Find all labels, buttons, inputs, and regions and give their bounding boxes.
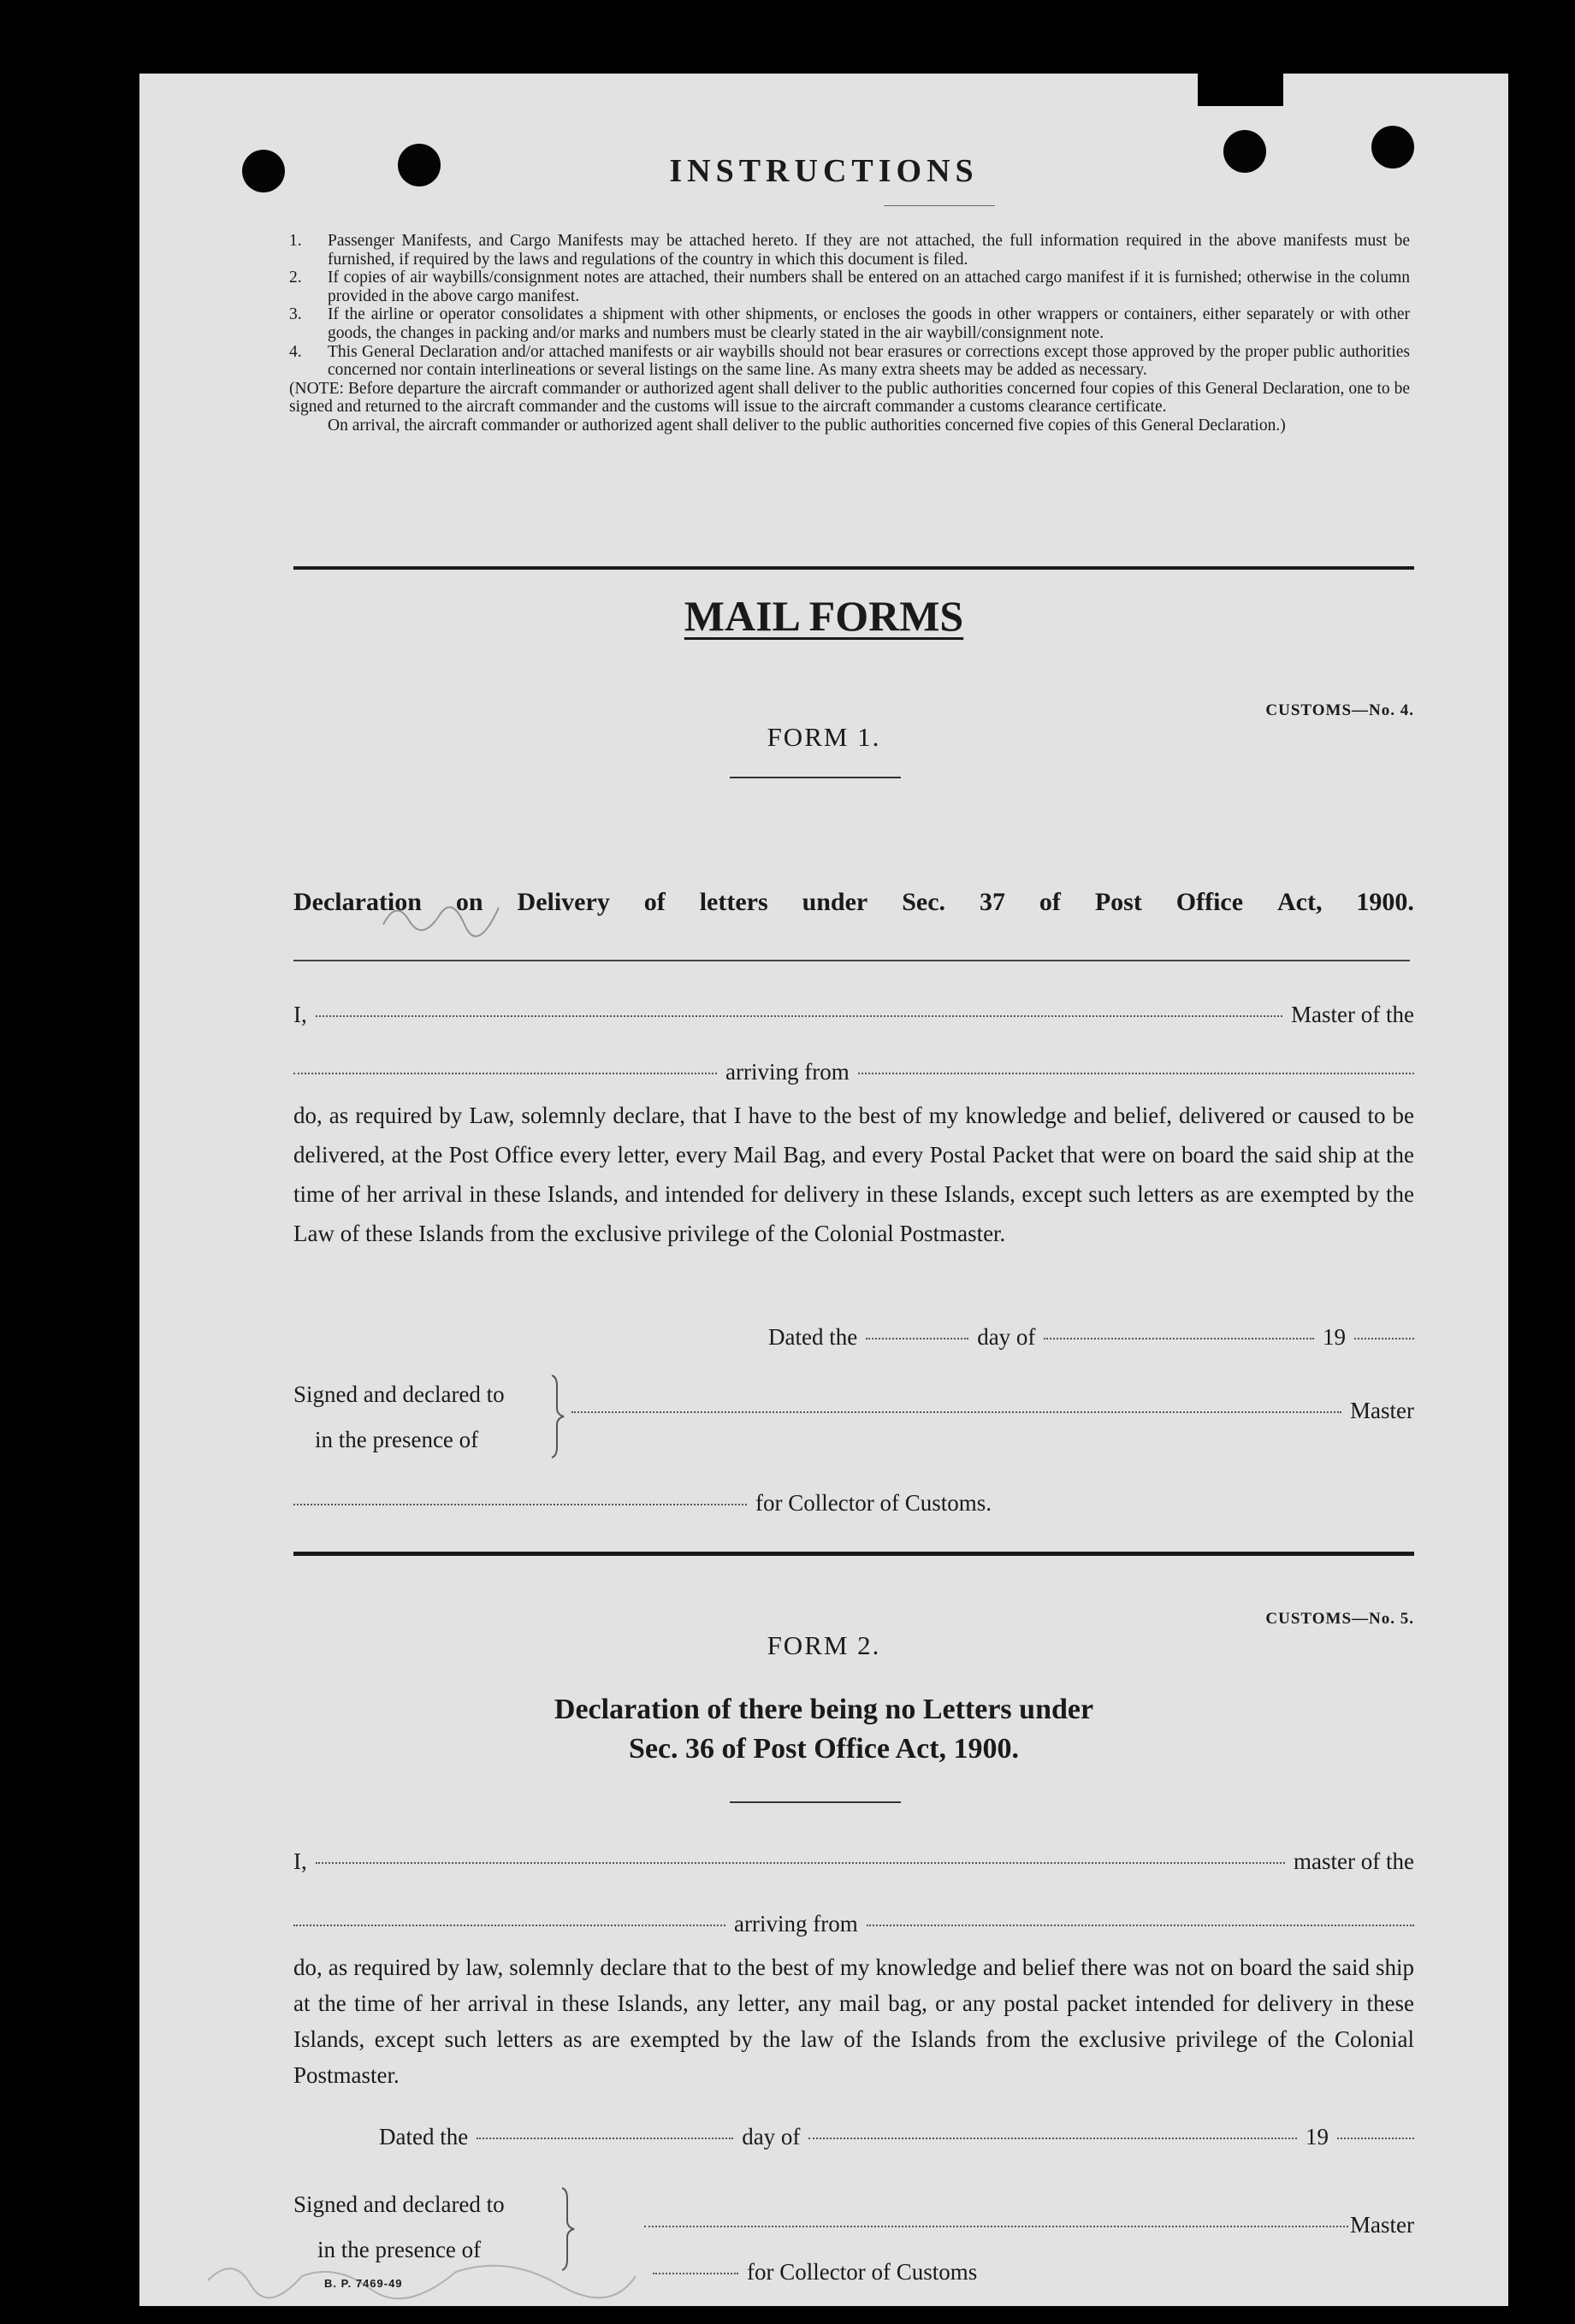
form1-body: do, as required by Law, solemnly declare, that I have to the best of my knowledge and belief, delivered or caused to be delivered, at the Post Office every letter, every Mail Bag, and every Postal Packet that were on board the said ship at the time of her arrival in these Islands, and intended for delivery in these Islands, except such letters as are exempted by the Law of these Islands from the exclusive privilege of the Colonial Postmaster. [293,1103,1414,1246]
instruction-note [289,380,1410,417]
section-divider [293,566,1414,570]
form1-witness-field[interactable] [571,1411,1341,1413]
heading-word: letters [699,888,768,916]
form-divider [293,1552,1414,1556]
form1-witness-line [571,1398,1414,1424]
instruction-item [289,305,1410,342]
form2-month-field[interactable] [808,2138,1297,2139]
form2-arriving-from: arriving from [734,1911,858,1937]
form2-collector-field[interactable] [653,2273,738,2274]
form2-declaration-heading [139,1690,1508,1769]
instruction-text: If the airline or operator consolidates a shipment with other shipments, or encloses the goods in other wrappers or containers, either separately or with other goods, the changes in packing and/or marks and numbers must be clearly stated in the air waybill/consignment note. [328,305,1410,342]
form1-signed-line2: in the presence of [315,1427,479,1452]
heading-word: on [455,888,483,916]
instruction-item [289,269,1410,305]
instruction-number: 3. [289,305,302,324]
form1-brace [548,1374,567,1459]
instructions-title: INSTRUCTIONS [669,153,979,189]
form1-arriving-line [293,1059,1414,1085]
form1-collector-field[interactable] [293,1504,747,1505]
form2-master-label: Master [1350,2212,1414,2238]
form1-day-field[interactable] [866,1338,968,1339]
heading-word: of [1039,888,1061,916]
form2-heading-rule [730,1801,901,1803]
form1-year-prefix: 19 [1323,1324,1346,1350]
form2-dated-line [379,2124,1414,2150]
heading-word: 1900. [1356,888,1414,916]
note-lead: (NOTE: [289,379,344,398]
form2-witness-field[interactable] [644,2226,1348,2227]
instruction-text: If copies of air waybills/consignment notes are attached, their numbers shall be entered on an attached cargo manifest if it is furnished; otherwise in the column provided in the above cargo manifest. [328,269,1410,305]
heading-word: Office [1175,888,1244,916]
form2-master-name-field[interactable] [316,1862,1285,1864]
form2-arriving-line [293,1911,1414,1937]
instructions-list [289,232,1410,435]
form1-master-line [293,1002,1414,1028]
instruction-text: Passenger Manifests, and Cargo Manifests may be attached hereto. If they are not attached, the full information required in the above manifests must be furnished, if required by the laws and regulations of the country in which this document is filed. [328,232,1410,269]
form1-label-rule [730,777,901,778]
form2-day-of: day of [742,2124,801,2150]
form2-i: I, [293,1848,307,1874]
form2-heading-line2: Sec. 36 of Post Office Act, 1900. [628,1733,1020,1765]
instruction-note-arrival: On arrival, the aircraft commander or authorized agent shall deliver to the public authorities concerned five copies of this General Declaration.) [328,416,1286,435]
form2-signed-line1: Signed and declared to [293,2191,505,2217]
handwritten-scribble [379,890,507,942]
form1-master-label: Master [1350,1398,1414,1423]
form2-signed-line2: in the presence of [317,2237,482,2262]
form2-year-field[interactable] [1337,2138,1414,2139]
form1-month-field[interactable] [1044,1338,1314,1339]
instruction-number: 4. [289,342,302,361]
form1-ship-name-field[interactable] [293,1073,717,1074]
instruction-number: 1. [289,232,302,250]
form2-master-line [293,1848,1414,1875]
form1-year-field[interactable] [1354,1338,1414,1339]
mail-forms-title [139,591,1508,641]
instruction-item [289,232,1410,269]
form2-ship-name-field[interactable] [293,1925,725,1926]
form1-dated-the: Dated the [768,1324,858,1350]
form2-customs-number: CUSTOMS—No. 5. [1265,1610,1414,1628]
instruction-number: 2. [289,269,302,287]
heading-word: Sec. [902,888,946,916]
mail-forms-title-text: MAIL FORMS [684,592,964,640]
heading-word: 37 [979,888,1005,916]
form2-label: FORM 2. [767,1630,881,1660]
heading-word: Act, [1276,888,1323,916]
form1-i: I, [293,1002,307,1027]
instruction-text: This General Declaration and/or attached manifests or air waybills should not bear erasures or corrections except those approved by the proper public authorities concerned nor contain interlineations or several listings on the same line. As many extra sheets may be added as necessary. [328,342,1410,380]
note-text: Before departure the aircraft commander or authorized agent shall deliver to the public authorities concerned four copies of this General Declaration, one to be signed and returned to the aircraft commander and the customs will issue to the aircraft commander a customs clearance certificate. [289,379,1411,417]
form2-for-collector: for Collector of Customs [747,2259,978,2285]
form1-label: FORM 1. [767,722,881,752]
heading-word: Delivery [517,888,610,916]
form2-year-prefix: 19 [1306,2124,1329,2150]
form2-master-of-the: master of the [1294,1848,1414,1874]
form1-dated-line [768,1324,1414,1351]
heading-word: Post [1094,888,1142,916]
form1-signed-label [293,1372,505,1463]
form1-customs-number: CUSTOMS—No. 4. [1265,701,1414,719]
form2-collector-line [653,2259,1132,2286]
form2-witness-line [644,2212,1414,2238]
heading-word: of [643,888,666,916]
form1-origin-field[interactable] [858,1073,1414,1074]
handwritten-signature [199,2246,644,2306]
form2-heading-line1: Declaration of there being no Letters under [554,1694,1094,1725]
form1-collector-line [293,1490,1063,1517]
form2-origin-field[interactable] [867,1925,1414,1926]
form1-heading-rule [293,960,1410,961]
form2-body: do, as required by law, solemnly declare that to the best of my knowledge and belief there was not on board the said ship at the time of her arrival in these Islands, any letter, any mail bag, or any postal packet intended for delivery in these Islands, except such letters as are exempted by the law of the Islands from the exclusive privilege of the Colonial Postmaster. [293,1954,1414,2088]
form1-master-name-field[interactable] [316,1015,1282,1017]
form1-arriving-from: arriving from [725,1059,850,1085]
form1-for-collector: for Collector of Customs. [755,1490,992,1516]
heading-word: under [802,888,868,916]
heading-word: Declaration [293,888,422,916]
title-tick [884,205,995,206]
printer-code: B. P. 7469-49 [324,2277,403,2290]
form1-master-of-the: Master of the [1291,1002,1414,1027]
form1-day-of: day of [977,1324,1036,1350]
form2-dated-the: Dated the [379,2124,469,2150]
instruction-item [289,343,1410,380]
form1-signed-line1: Signed and declared to [293,1381,505,1407]
form2-day-field[interactable] [477,2138,733,2139]
